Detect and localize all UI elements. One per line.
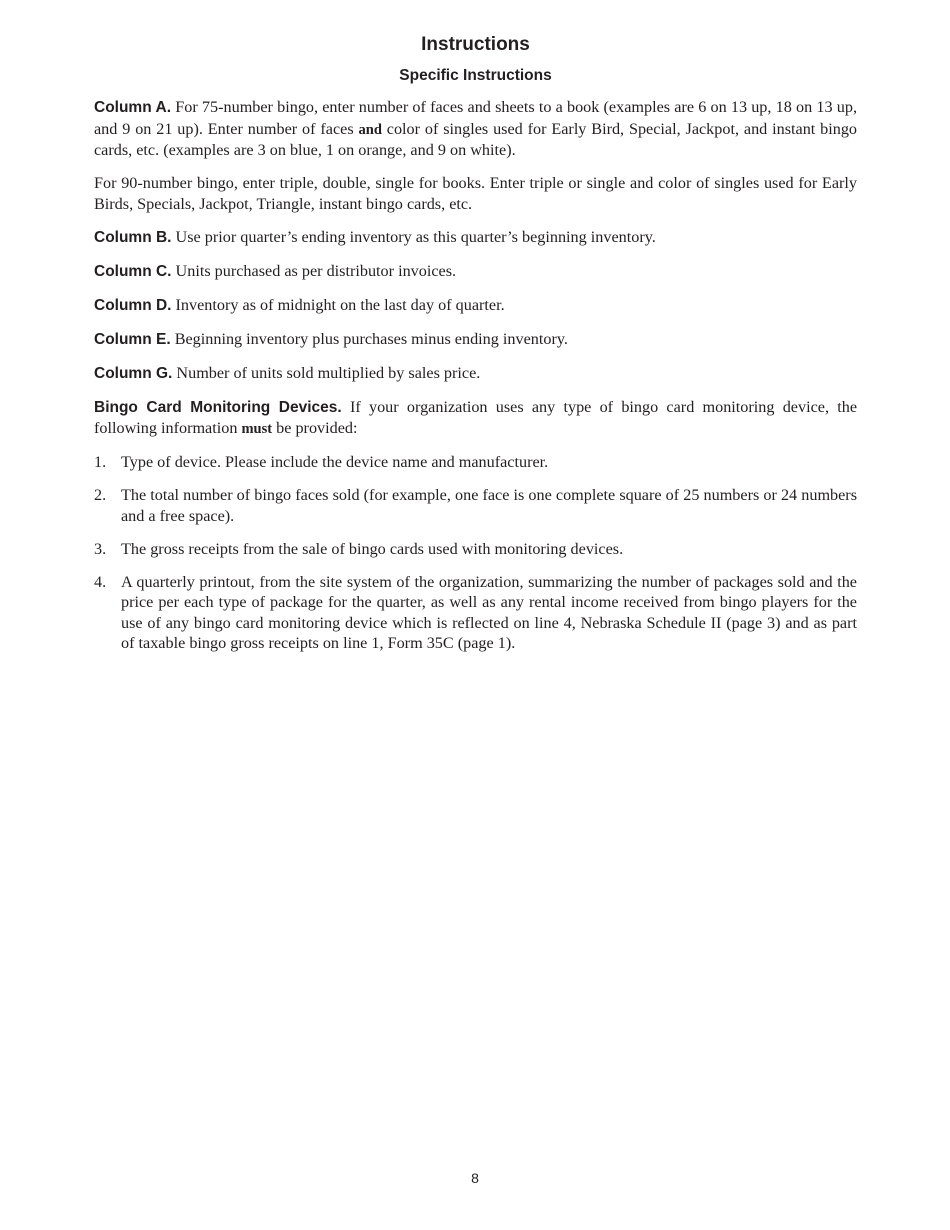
column-g-text: Number of units sold multiplied by sales price. bbox=[176, 363, 481, 382]
column-g-paragraph bbox=[94, 363, 857, 385]
list-item-number: 4. bbox=[94, 572, 107, 591]
requirements-list bbox=[94, 452, 857, 654]
column-g-label: Column G. bbox=[94, 364, 173, 382]
column-d-text: Inventory as of midnight on the last day of quarter. bbox=[175, 295, 505, 314]
column-b-text: Use prior quarter’s ending inventory as this quarter’s beginning inventory. bbox=[175, 227, 656, 246]
page-title: Instructions bbox=[421, 34, 530, 55]
column-c-text: Units purchased as per distributor invoices. bbox=[175, 261, 457, 280]
bingo-devices-text-before: If your organization uses any type of bingo card monitoring device, the following information bbox=[94, 397, 858, 437]
bingo-devices-label: Bingo Card Monitoring Devices. bbox=[94, 398, 342, 416]
section-subtitle: Specific Instructions bbox=[399, 67, 552, 84]
column-a-paragraph bbox=[94, 97, 857, 161]
column-d-paragraph bbox=[94, 295, 857, 317]
list-item bbox=[94, 485, 857, 526]
list-item-number: 2. bbox=[94, 486, 107, 504]
list-item-text: Type of device. Please include the device name and manufacturer. bbox=[121, 453, 549, 471]
list-item bbox=[94, 572, 857, 654]
list-item-number: 1. bbox=[94, 453, 107, 471]
column-a-emphasis: and bbox=[358, 121, 382, 138]
bingo-devices-emphasis: must bbox=[241, 421, 273, 437]
page-number: 8 bbox=[471, 1170, 479, 1186]
list-item-number: 3. bbox=[94, 539, 107, 558]
ninety-number-paragraph: For 90-number bingo, enter triple, double, single for books. Enter triple or single and color of singles used for Early Birds, Specials, Jackpot, Triangle, instant bingo cards, etc. bbox=[94, 174, 857, 213]
column-c-paragraph bbox=[94, 261, 857, 283]
column-b-paragraph bbox=[94, 227, 857, 249]
column-a-label: Column A. bbox=[94, 99, 172, 116]
bingo-devices-paragraph bbox=[94, 397, 857, 440]
column-c-label: Column C. bbox=[94, 262, 172, 280]
column-e-label: Column E. bbox=[94, 330, 171, 348]
bingo-devices-text-after: be provided: bbox=[276, 419, 358, 437]
document-page bbox=[94, 30, 857, 666]
list-item bbox=[94, 539, 857, 560]
column-e-text: Beginning inventory plus purchases minus ending inventory. bbox=[174, 329, 568, 348]
list-item-text: The gross receipts from the sale of bingo cards used with monitoring devices. bbox=[121, 539, 624, 558]
column-a-text-after: color of singles used for Early Bird, Special, Jackpot, and instant bingo cards, etc. (examples are 3 on blue, 1 on orange, and 9 on white). bbox=[94, 119, 858, 159]
column-a-text-before: For 75-number bingo, enter number of faces and sheets to a book (examples are 6 on 13 up, 18 on 13 up, and 9 on 21 up). Enter number of faces bbox=[94, 98, 857, 138]
column-b-label: Column B. bbox=[94, 228, 172, 246]
list-item-text: The total number of bingo faces sold (for example, one face is one complete square of 25 numbers or 24 numbers and a free space). bbox=[121, 486, 857, 525]
column-d-label: Column D. bbox=[94, 296, 172, 314]
column-e-paragraph bbox=[94, 329, 857, 351]
list-item bbox=[94, 452, 857, 473]
list-item-text: A quarterly printout, from the site system of the organization, summarizing the number of packages sold and the price per each type of package for the quarter, as well as any rental income received from bingo players for the use of any bingo card monitoring device which is reflected on line 4, Nebraska Schedule II (page 3) and as part of taxable bingo gross receipts on line 1, Form 35C (page 1). bbox=[121, 572, 857, 652]
